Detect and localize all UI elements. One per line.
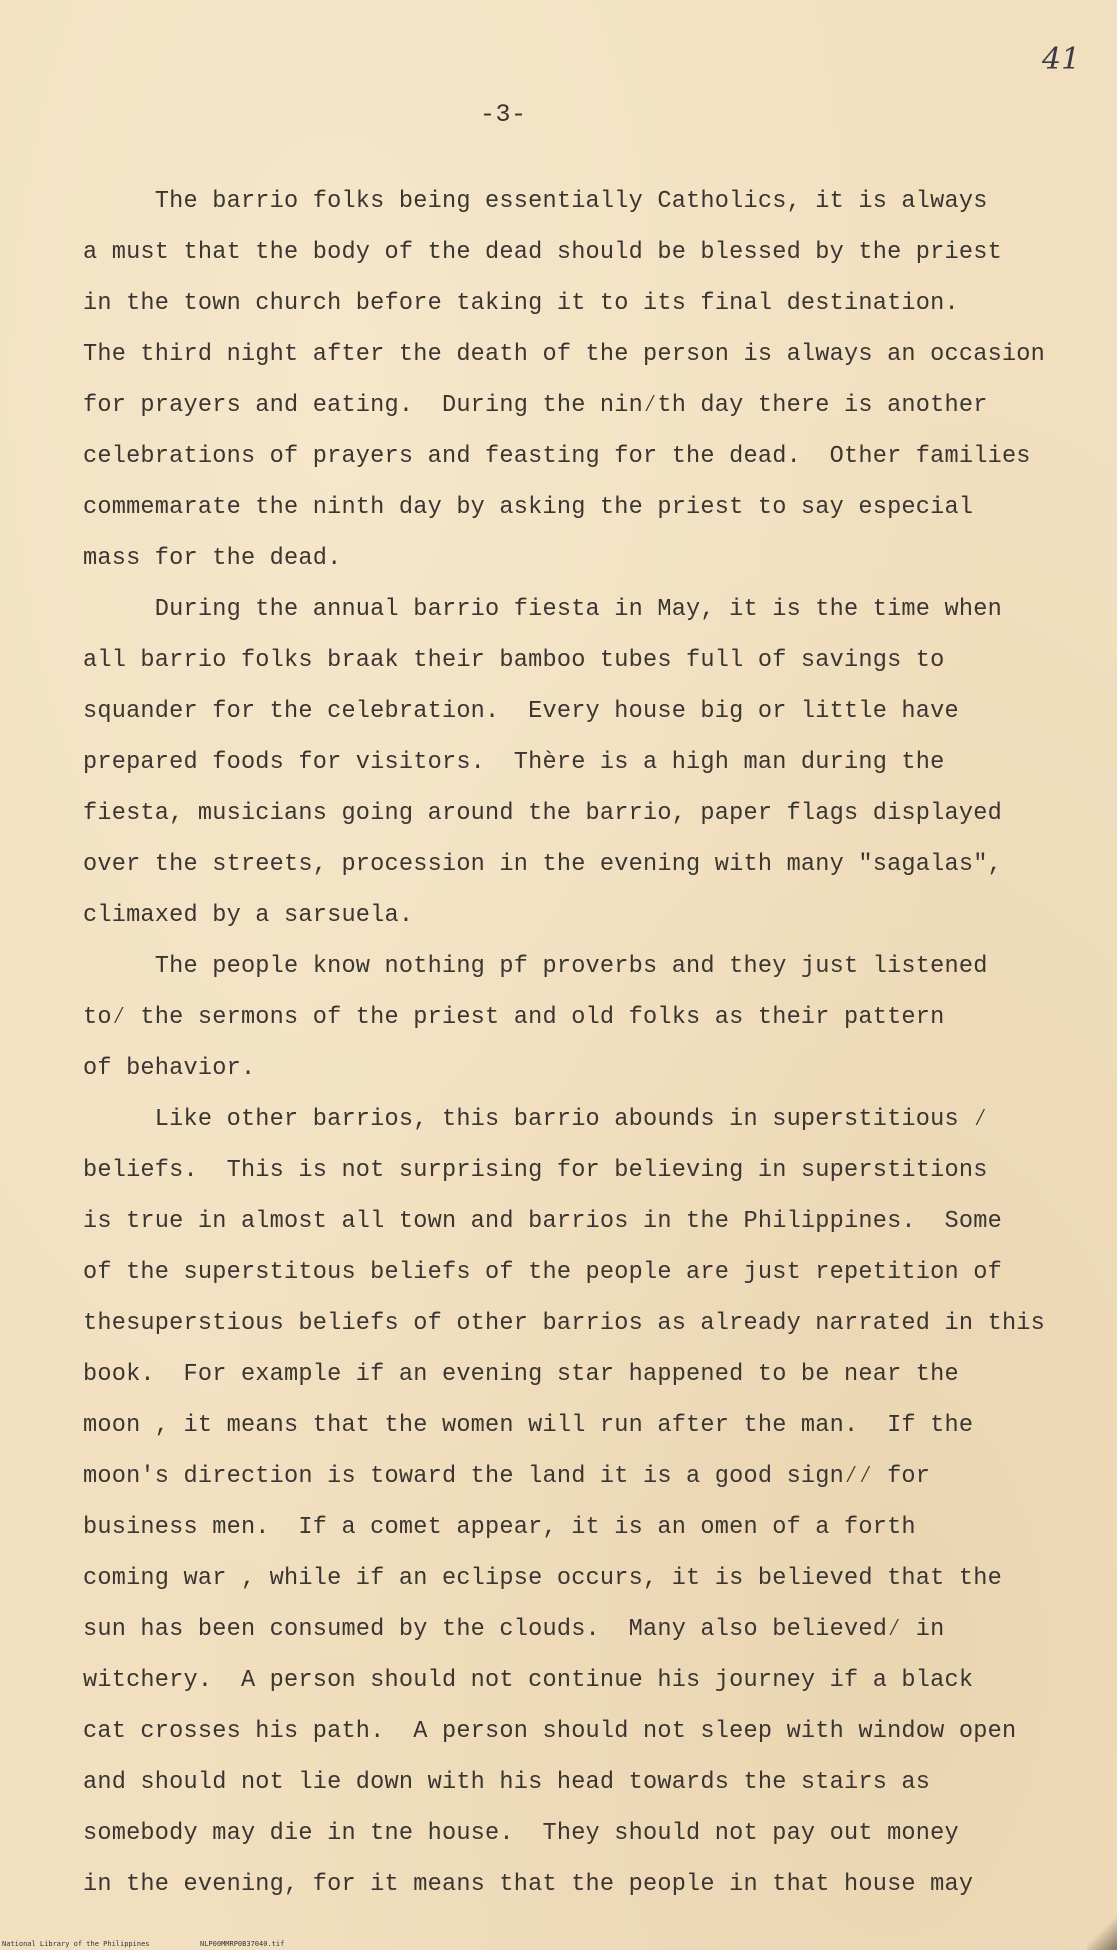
text-line: in the town church before taking it to its final destination. [83,290,959,317]
text-line: Like other barrios, this barrio abounds in superstitious ⁄ [83,1106,988,1133]
text-line: During the annual barrio fiesta in May, it is the time when [83,596,1002,623]
text-line: book. For example if an evening star happened to be near the [83,1361,959,1388]
text-line: sun has been consumed by the clouds. Many also believed⁄ in [83,1616,945,1643]
text-line: all barrio folks braak their bamboo tubes full of savings to [83,647,945,674]
text-line: in the evening, for it means that the people in that house may [83,1871,974,1898]
text-line: cat crosses his path. A person should not sleep with window open [83,1718,1017,1745]
page-corner-shadow [1087,1915,1117,1950]
footer-file-id: NLP00MMRP0B37040.tif [200,1940,285,1948]
text-line: The third night after the death of the person is always an occasion [83,341,1046,368]
text-line: over the streets, procession in the evening with many "sagalas", [83,851,1002,878]
text-line: for prayers and eating. During the nin⁄th day there is another [83,392,988,419]
text-line: coming war , while if an eclipse occurs, it is believed that the [83,1565,1002,1592]
text-line: is true in almost all town and barrios in the Philippines. Some [83,1208,1002,1235]
text-line: business men. If a comet appear, it is an omen of a forth [83,1514,916,1541]
text-line: squander for the celebration. Every house big or little have [83,698,959,725]
text-line: commemarate the ninth day by asking the priest to say especial [83,494,974,521]
text-line: moon's direction is toward the land it is a good sign⁄⁄ for [83,1463,931,1490]
text-line: and should not lie down with his head towards the stairs as [83,1769,931,1796]
text-line: thesuperstious beliefs of other barrios as already narrated in this [83,1310,1046,1337]
page-header: -3- [480,100,527,129]
text-line: The people know nothing pf proverbs and they just listened [83,953,988,980]
text-line: climaxed by a sarsuela. [83,902,414,929]
text-line: to⁄ the sermons of the priest and old folks as their pattern [83,1004,945,1031]
text-line: beliefs. This is not surprising for believing in superstitions [83,1157,988,1184]
text-line: The barrio folks being essentially Catholics, it is always [83,188,988,215]
text-line: prepared foods for visitors. Thère is a high man during the [83,749,945,776]
text-line: of behavior. [83,1055,256,1082]
text-line: a must that the body of the dead should be blessed by the priest [83,239,1002,266]
page-number: 41 [1042,42,1081,77]
text-line: fiesta, musicians going around the barrio, paper flags displayed [83,800,1002,827]
text-line: somebody may die in tne house. They should not pay out money [83,1820,959,1847]
text-line: celebrations of prayers and feasting for the dead. Other families [83,443,1031,470]
text-line: mass for the dead. [83,545,342,572]
text-line: of the superstitous beliefs of the people are just repetition of [83,1259,1002,1286]
text-line: witchery. A person should not continue his journey if a black [83,1667,974,1694]
text-line: moon , it means that the women will run after the man. If the [83,1412,974,1439]
footer-library-label: National Library of the Philippines [2,1940,150,1948]
